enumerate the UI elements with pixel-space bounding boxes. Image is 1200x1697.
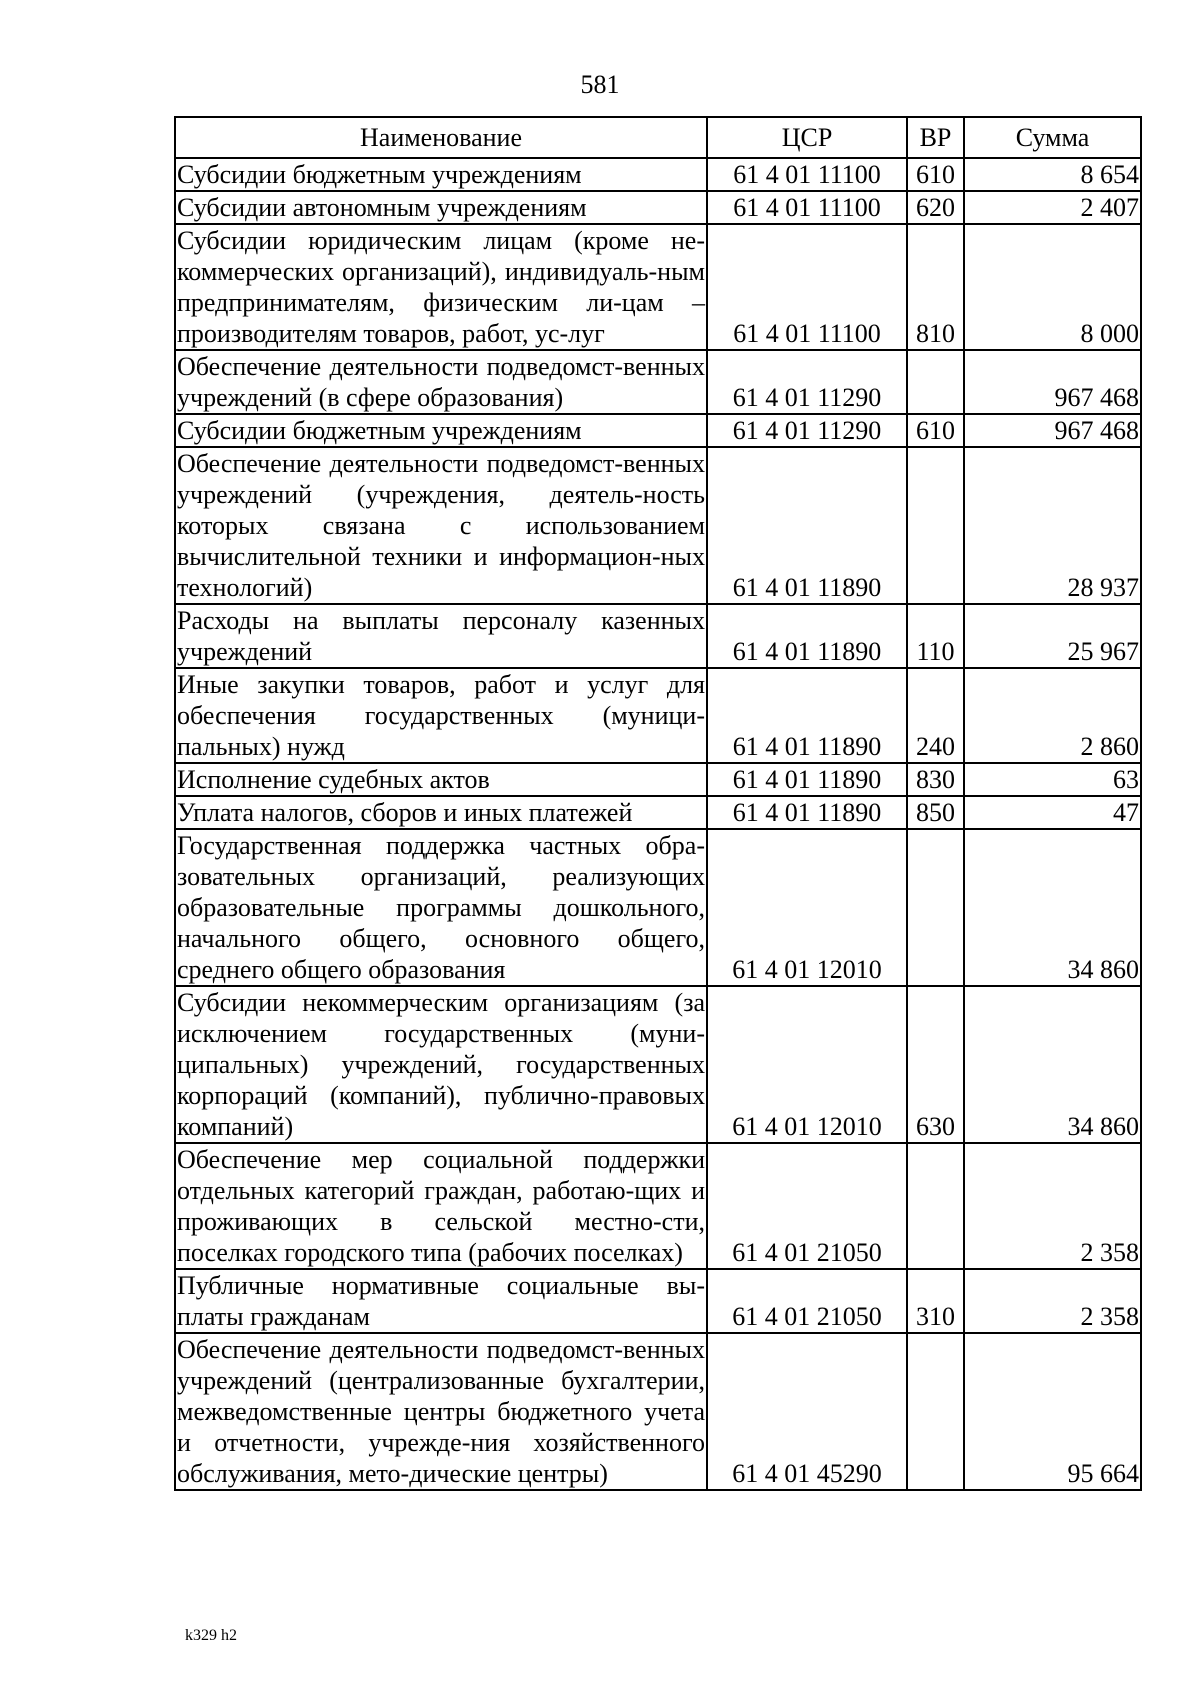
row-name: Субсидии бюджетным учреждениям bbox=[175, 414, 707, 447]
row-csr: 61 4 01 12010 bbox=[707, 986, 907, 1143]
row-sum: 34 860 bbox=[964, 829, 1141, 986]
row-name: Обеспечение мер социальной поддержки отдельных категорий граждан, работаю-щих и проживающих в сельской местно-сти, поселках городского типа (рабочих поселках) bbox=[177, 1145, 705, 1267]
row-csr: 61 4 01 12010 bbox=[707, 829, 907, 986]
row-vr: 610 bbox=[907, 158, 964, 191]
row-name: Обеспечение деятельности подведомст-венных учреждений (централизованные бухгалтерии, межведомственные центры бюджетного учета и отчетности, учрежде-ния хозяйственного обслуживания, мето-дические центры) bbox=[177, 1335, 705, 1488]
table-row bbox=[175, 1143, 1141, 1269]
row-sum: 63 bbox=[964, 763, 1141, 796]
table-row bbox=[175, 1269, 1141, 1333]
header-csr: ЦСР bbox=[707, 117, 907, 158]
row-csr: 61 4 01 11890 bbox=[707, 763, 907, 796]
row-sum: 25 967 bbox=[964, 604, 1141, 668]
table-row bbox=[175, 350, 1141, 414]
row-csr: 61 4 01 11100 bbox=[707, 158, 907, 191]
row-vr: 240 bbox=[907, 668, 964, 763]
row-name: Обеспечение деятельности подведомст-венных учреждений (в сфере образования) bbox=[177, 352, 705, 412]
table-row bbox=[175, 604, 1141, 668]
row-csr: 61 4 01 11890 bbox=[707, 668, 907, 763]
header-vr: ВР bbox=[907, 117, 964, 158]
row-sum: 2 358 bbox=[964, 1143, 1141, 1269]
row-vr: 110 bbox=[907, 604, 964, 668]
table-row bbox=[175, 668, 1141, 763]
row-name: Субсидии бюджетным учреждениям bbox=[175, 158, 707, 191]
row-csr: 61 4 01 11100 bbox=[707, 224, 907, 350]
row-csr: 61 4 01 11290 bbox=[707, 350, 907, 414]
table-header-row bbox=[175, 117, 1141, 158]
budget-table bbox=[174, 116, 1142, 1491]
header-sum: Сумма bbox=[964, 117, 1141, 158]
table-row bbox=[175, 414, 1141, 447]
row-vr: 610 bbox=[907, 414, 964, 447]
footer-code: k329 h2 bbox=[185, 1627, 237, 1644]
header-name: Наименование bbox=[175, 117, 707, 158]
row-name: Иные закупки товаров, работ и услуг для обеспечения государственных (муници-пальных) нужд bbox=[177, 670, 705, 761]
row-sum: 967 468 bbox=[964, 350, 1141, 414]
row-vr: 630 bbox=[907, 986, 964, 1143]
row-vr: 810 bbox=[907, 224, 964, 350]
row-vr: 620 bbox=[907, 191, 964, 224]
table-row bbox=[175, 796, 1141, 829]
row-vr bbox=[907, 1333, 964, 1490]
row-sum: 8 654 bbox=[964, 158, 1141, 191]
row-sum: 47 bbox=[964, 796, 1141, 829]
row-vr: 830 bbox=[907, 763, 964, 796]
table-row bbox=[175, 763, 1141, 796]
row-sum: 28 937 bbox=[964, 447, 1141, 604]
row-vr bbox=[907, 829, 964, 986]
row-vr bbox=[907, 1143, 964, 1269]
row-name: Расходы на выплаты персоналу казенных учреждений bbox=[177, 606, 705, 666]
row-name: Субсидии автономным учреждениям bbox=[175, 191, 707, 224]
row-sum: 95 664 bbox=[964, 1333, 1141, 1490]
row-sum: 2 860 bbox=[964, 668, 1141, 763]
row-vr bbox=[907, 350, 964, 414]
row-sum: 967 468 bbox=[964, 414, 1141, 447]
row-name: Исполнение судебных актов bbox=[175, 763, 707, 796]
row-name: Субсидии некоммерческим организациям (за исключением государственных (муни-ципальных) учреждений, государственных корпораций (компаний), публично-правовых компаний) bbox=[177, 988, 705, 1141]
row-vr: 850 bbox=[907, 796, 964, 829]
row-csr: 61 4 01 11890 bbox=[707, 604, 907, 668]
row-name: Субсидии юридическим лицам (кроме не-коммерческих организаций), индивидуаль-ным предпринимателям, физическим ли-цам – производителям товаров, работ, ус-луг bbox=[177, 226, 705, 348]
row-vr bbox=[907, 447, 964, 604]
table-row bbox=[175, 447, 1141, 604]
table-row bbox=[175, 158, 1141, 191]
row-sum: 8 000 bbox=[964, 224, 1141, 350]
row-csr: 61 4 01 21050 bbox=[707, 1143, 907, 1269]
row-sum: 34 860 bbox=[964, 986, 1141, 1143]
table-row bbox=[175, 224, 1141, 350]
table-row bbox=[175, 986, 1141, 1143]
row-name: Обеспечение деятельности подведомст-венных учреждений (учреждения, деятель-ность которых связана с использованием вычислительной техники и информацион-ных технологий) bbox=[177, 449, 705, 602]
row-name: Государственная поддержка частных обра-зовательных организаций, реализующих образовательные программы дошкольного, начального общего, основного общего, среднего общего образования bbox=[177, 831, 705, 984]
row-csr: 61 4 01 11100 bbox=[707, 191, 907, 224]
row-csr: 61 4 01 11890 bbox=[707, 447, 907, 604]
table-row bbox=[175, 191, 1141, 224]
row-csr: 61 4 01 21050 bbox=[707, 1269, 907, 1333]
row-sum: 2 358 bbox=[964, 1269, 1141, 1333]
row-csr: 61 4 01 11290 bbox=[707, 414, 907, 447]
page-number: 581 bbox=[580, 70, 620, 99]
row-sum: 2 407 bbox=[964, 191, 1141, 224]
table-row bbox=[175, 1333, 1141, 1490]
row-vr: 310 bbox=[907, 1269, 964, 1333]
row-name: Уплата налогов, сборов и иных платежей bbox=[175, 796, 707, 829]
row-name: Публичные нормативные социальные вы-платы гражданам bbox=[177, 1271, 705, 1331]
row-csr: 61 4 01 11890 bbox=[707, 796, 907, 829]
row-csr: 61 4 01 45290 bbox=[707, 1333, 907, 1490]
table-row bbox=[175, 829, 1141, 986]
